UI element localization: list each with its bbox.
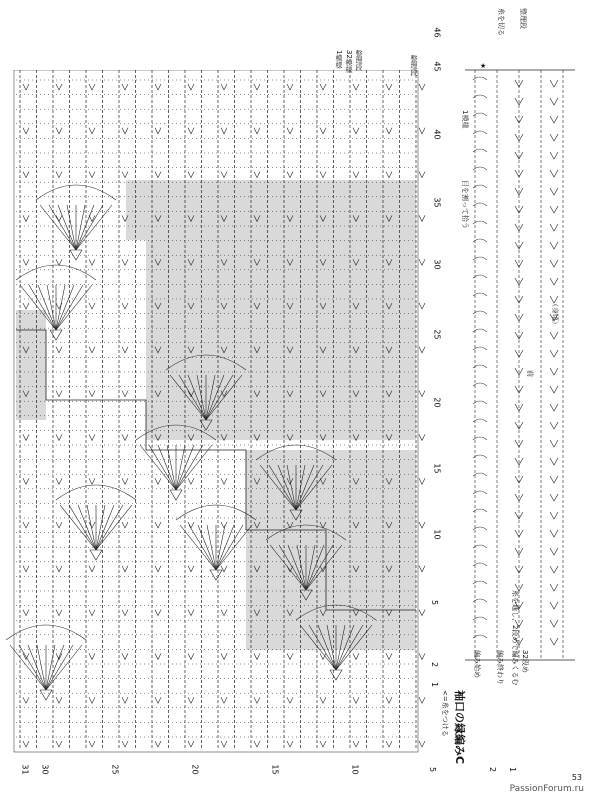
v-stitch xyxy=(56,391,62,397)
pineapple-fan-line xyxy=(46,645,82,690)
row-number: 40 xyxy=(432,129,442,140)
row-number: 20 xyxy=(190,764,200,775)
v-stitch xyxy=(89,697,95,703)
v-stitch xyxy=(386,697,392,703)
v-stitch xyxy=(89,522,95,528)
v-stitch xyxy=(550,548,558,555)
v-stitch xyxy=(419,653,425,659)
shade-region xyxy=(16,310,46,420)
v-stitch xyxy=(550,602,558,609)
v-stitch xyxy=(89,434,95,440)
v-stitch xyxy=(254,653,260,659)
v-stitch xyxy=(419,566,425,572)
row-number: 1 xyxy=(508,766,518,773)
v-stitch xyxy=(23,128,29,134)
v-stitch xyxy=(188,84,194,90)
pineapple-fan-line xyxy=(198,525,216,570)
label-ami-hajime: 編み始め xyxy=(473,650,481,678)
v-stitch xyxy=(419,522,425,528)
v-stitch xyxy=(23,610,29,616)
row-number: 30 xyxy=(432,259,442,270)
v-stitch xyxy=(89,566,95,572)
v-stitch xyxy=(254,172,260,178)
v-stitch xyxy=(550,440,558,447)
v-stitch xyxy=(23,172,29,178)
v-stitch xyxy=(23,566,29,572)
v-stitch xyxy=(89,653,95,659)
row-number: 5 xyxy=(430,599,440,606)
v-stitch xyxy=(122,434,128,440)
v-stitch xyxy=(320,741,326,747)
v-stitch xyxy=(419,391,425,397)
pineapple-fan-line xyxy=(56,285,74,330)
label-dan32: 32段め xyxy=(521,650,529,673)
v-stitch xyxy=(56,697,62,703)
shade-region xyxy=(126,180,416,240)
v-stitch xyxy=(122,610,128,616)
v-stitch xyxy=(386,172,392,178)
v-stitch xyxy=(56,84,62,90)
pineapple-fan-line xyxy=(96,505,114,550)
pineapple-fan-line xyxy=(10,645,46,690)
v-stitch xyxy=(23,259,29,265)
v-stitch xyxy=(188,566,194,572)
v-stitch xyxy=(550,80,558,87)
v-stitch xyxy=(221,741,227,747)
pineapple-fan-line xyxy=(19,645,46,690)
pineapple-fan-line xyxy=(76,205,112,250)
row-number: 25 xyxy=(432,329,442,340)
v-stitch xyxy=(122,566,128,572)
right-top-label: 整理段 xyxy=(410,55,418,76)
v-stitch xyxy=(89,215,95,221)
v-stitch xyxy=(550,494,558,501)
v-stitch xyxy=(419,697,425,703)
v-stitch xyxy=(122,259,128,265)
v-stitch xyxy=(122,128,128,134)
label-mi: （身頃） xyxy=(551,300,559,328)
pineapple-arc xyxy=(6,625,86,640)
v-stitch xyxy=(56,434,62,440)
v-stitch xyxy=(550,278,558,285)
v-stitch xyxy=(122,391,128,397)
v-stitch xyxy=(287,84,293,90)
v-stitch xyxy=(550,152,558,159)
v-stitch xyxy=(188,653,194,659)
v-stitch xyxy=(155,522,161,528)
pineapple-base xyxy=(50,330,62,340)
v-stitch xyxy=(56,259,62,265)
pineapple-fan-line xyxy=(37,645,46,690)
shade-region xyxy=(246,450,416,650)
pineapple-fan-line xyxy=(176,445,212,490)
v-stitch xyxy=(23,434,29,440)
v-stitch xyxy=(155,610,161,616)
pineapple-fan-line xyxy=(47,285,56,330)
row-number: 30 xyxy=(40,764,50,775)
pineapple-fan-line xyxy=(28,645,46,690)
pineapple-fan-line xyxy=(149,445,176,490)
pineapple-fan-line xyxy=(56,285,92,330)
v-stitch xyxy=(550,386,558,393)
label-ami-owari: 編み終わり xyxy=(496,650,504,685)
v-stitch xyxy=(221,128,227,134)
v-stitch xyxy=(221,697,227,703)
v-stitch xyxy=(320,697,326,703)
v-stitch xyxy=(353,84,359,90)
row-number: 15 xyxy=(432,463,442,474)
v-stitch xyxy=(550,512,558,519)
v-stitch xyxy=(221,172,227,178)
pineapple-fan-line xyxy=(176,445,185,490)
pineapple-fan-line xyxy=(180,525,216,570)
v-stitch xyxy=(550,206,558,213)
pineapple-fan-line xyxy=(46,645,55,690)
v-stitch xyxy=(23,697,29,703)
v-stitch xyxy=(386,741,392,747)
v-stitch xyxy=(419,128,425,134)
v-stitch xyxy=(419,478,425,484)
pineapple-fan-line xyxy=(67,205,76,250)
main-crochet-chart xyxy=(6,70,426,760)
v-stitch xyxy=(419,610,425,616)
v-stitch xyxy=(287,741,293,747)
row-number: 25 xyxy=(110,764,120,775)
row-number: 31 xyxy=(20,764,30,775)
v-stitch xyxy=(188,697,194,703)
watermark: PassionForum.ru xyxy=(509,784,584,794)
row-number: 46 xyxy=(432,27,442,38)
pineapple-base xyxy=(170,490,182,500)
v-stitch xyxy=(122,522,128,528)
v-stitch xyxy=(122,84,128,90)
v-stitch xyxy=(419,84,425,90)
v-stitch xyxy=(56,741,62,747)
top-label-32: 32模様 xyxy=(345,50,353,73)
v-stitch xyxy=(550,116,558,123)
v-stitch xyxy=(155,84,161,90)
label-ito-tooshi: 糸を通し、2段めで編みくるむ xyxy=(511,590,519,686)
pineapple-fan-line xyxy=(216,525,234,570)
pineapple-fan-line xyxy=(46,645,64,690)
v-stitch xyxy=(23,741,29,747)
v-stitch xyxy=(419,259,425,265)
v-stitch xyxy=(419,215,425,221)
v-stitch xyxy=(353,653,359,659)
page-number: 53 xyxy=(571,773,582,782)
v-stitch xyxy=(155,478,161,484)
v-stitch xyxy=(23,303,29,309)
v-stitch xyxy=(23,478,29,484)
v-stitch xyxy=(550,404,558,411)
v-stitch xyxy=(550,170,558,177)
v-stitch xyxy=(550,368,558,375)
top-label-seiri: 整理段 xyxy=(355,50,363,71)
v-stitch xyxy=(122,697,128,703)
v-stitch xyxy=(89,128,95,134)
pineapple-fan-line xyxy=(78,505,96,550)
v-stitch xyxy=(122,478,128,484)
row-number: 20 xyxy=(432,397,442,408)
v-stitch xyxy=(188,522,194,528)
pineapple-base xyxy=(90,550,102,560)
v-stitch xyxy=(254,697,260,703)
row-number: 2 xyxy=(430,661,440,668)
v-stitch xyxy=(56,610,62,616)
pineapple-fan-line xyxy=(189,525,216,570)
pineapple-fan-line xyxy=(46,645,73,690)
v-stitch xyxy=(254,84,260,90)
v-stitch xyxy=(221,522,227,528)
v-stitch xyxy=(353,741,359,747)
chart-subtitle: <=糸をつける xyxy=(441,690,449,737)
v-stitch xyxy=(155,172,161,178)
v-stitch xyxy=(550,566,558,573)
pineapple-fan-line xyxy=(216,525,243,570)
v-stitch xyxy=(550,188,558,195)
v-stitch xyxy=(353,697,359,703)
label-ito-kiri: 糸を切る xyxy=(497,8,505,36)
v-stitch xyxy=(550,260,558,267)
v-stitch xyxy=(287,128,293,134)
v-stitch xyxy=(287,172,293,178)
v-stitch xyxy=(550,98,558,105)
v-stitch xyxy=(386,84,392,90)
label-seiri: 整理段 xyxy=(519,8,527,29)
v-stitch xyxy=(188,128,194,134)
pineapple-base xyxy=(40,690,52,700)
v-stitch xyxy=(89,84,95,90)
row-number: 1 xyxy=(430,681,440,688)
v-stitch xyxy=(550,350,558,357)
v-stitch xyxy=(320,84,326,90)
v-stitch xyxy=(122,741,128,747)
pineapple-arc xyxy=(56,485,136,500)
pineapple-fan-line xyxy=(158,445,176,490)
v-stitch xyxy=(419,172,425,178)
v-stitch xyxy=(122,172,128,178)
v-stitch xyxy=(419,434,425,440)
v-stitch xyxy=(122,653,128,659)
v-stitch xyxy=(89,303,95,309)
v-stitch xyxy=(550,224,558,231)
v-stitch xyxy=(188,741,194,747)
pineapple-fan-line xyxy=(60,505,96,550)
title-block xyxy=(440,690,468,764)
pineapple-arc xyxy=(36,185,116,200)
v-stitch xyxy=(386,653,392,659)
label-me-watte: 目を割って拾う xyxy=(461,180,469,229)
v-stitch xyxy=(550,134,558,141)
pineapple-arc xyxy=(16,265,96,280)
v-stitch xyxy=(155,566,161,572)
v-stitch xyxy=(56,566,62,572)
v-stitch xyxy=(89,347,95,353)
v-stitch xyxy=(89,172,95,178)
v-stitch xyxy=(89,391,95,397)
v-stitch xyxy=(320,128,326,134)
v-stitch xyxy=(56,128,62,134)
v-stitch xyxy=(122,303,128,309)
top-label-1: 1模様 xyxy=(335,50,343,69)
v-stitch xyxy=(419,741,425,747)
pineapple-fan-line xyxy=(207,525,216,570)
v-stitch xyxy=(287,697,293,703)
v-stitch xyxy=(23,522,29,528)
v-stitch xyxy=(56,522,62,528)
v-stitch xyxy=(56,172,62,178)
v-stitch xyxy=(221,653,227,659)
v-stitch xyxy=(550,476,558,483)
pineapple-fan-line xyxy=(96,505,105,550)
pineapple-fan-line xyxy=(176,445,203,490)
v-stitch xyxy=(188,172,194,178)
v-stitch xyxy=(188,478,194,484)
row-number: 5 xyxy=(428,766,438,773)
pineapple-fan-line xyxy=(76,205,94,250)
row-number: 35 xyxy=(432,197,442,208)
v-stitch xyxy=(550,422,558,429)
v-stitch xyxy=(89,478,95,484)
pineapple-fan-line xyxy=(56,285,65,330)
row-number: 15 xyxy=(270,764,280,775)
pineapple-fan-line xyxy=(76,205,103,250)
pineapple-fan-line xyxy=(87,505,96,550)
v-stitch xyxy=(155,653,161,659)
v-stitch xyxy=(550,242,558,249)
v-stitch xyxy=(89,741,95,747)
v-stitch xyxy=(353,172,359,178)
v-stitch xyxy=(221,84,227,90)
v-stitch xyxy=(254,741,260,747)
v-stitch xyxy=(550,638,558,645)
pineapple-fan-line xyxy=(76,205,85,250)
row-number: 2 xyxy=(488,766,498,773)
v-stitch xyxy=(23,215,29,221)
pineapple-base xyxy=(210,570,222,580)
pineapple-fan-line xyxy=(40,205,76,250)
label-mae: 前 xyxy=(526,370,534,377)
row-number: 45 xyxy=(432,61,442,72)
v-stitch xyxy=(89,610,95,616)
pineapple-fan-line xyxy=(58,205,76,250)
chart-title: 袖口の縁編みC xyxy=(453,690,466,765)
v-stitch xyxy=(155,128,161,134)
v-stitch xyxy=(89,259,95,265)
row-number: 10 xyxy=(350,764,360,775)
v-stitch xyxy=(550,458,558,465)
v-stitch xyxy=(386,128,392,134)
pineapple-fan-line xyxy=(96,505,132,550)
label-star: ★ xyxy=(480,62,487,70)
v-stitch xyxy=(23,84,29,90)
v-stitch xyxy=(287,653,293,659)
v-stitch xyxy=(550,530,558,537)
v-stitch xyxy=(56,347,62,353)
pineapple-fan-line xyxy=(216,525,225,570)
v-stitch xyxy=(550,332,558,339)
v-stitch xyxy=(550,584,558,591)
v-stitch xyxy=(320,172,326,178)
v-stitch xyxy=(122,347,128,353)
pineapple-fan-line xyxy=(140,445,176,490)
v-stitch xyxy=(221,478,227,484)
v-stitch xyxy=(419,303,425,309)
v-stitch xyxy=(550,620,558,627)
v-stitch xyxy=(221,610,227,616)
v-stitch xyxy=(254,128,260,134)
v-stitch xyxy=(353,128,359,134)
row-number: 10 xyxy=(432,529,442,540)
v-stitch xyxy=(155,697,161,703)
v-stitch xyxy=(56,478,62,484)
v-stitch xyxy=(56,653,62,659)
v-stitch xyxy=(188,610,194,616)
v-stitch xyxy=(155,741,161,747)
v-stitch xyxy=(419,347,425,353)
v-stitch xyxy=(221,566,227,572)
label-ichi: 1模様 xyxy=(461,110,469,129)
